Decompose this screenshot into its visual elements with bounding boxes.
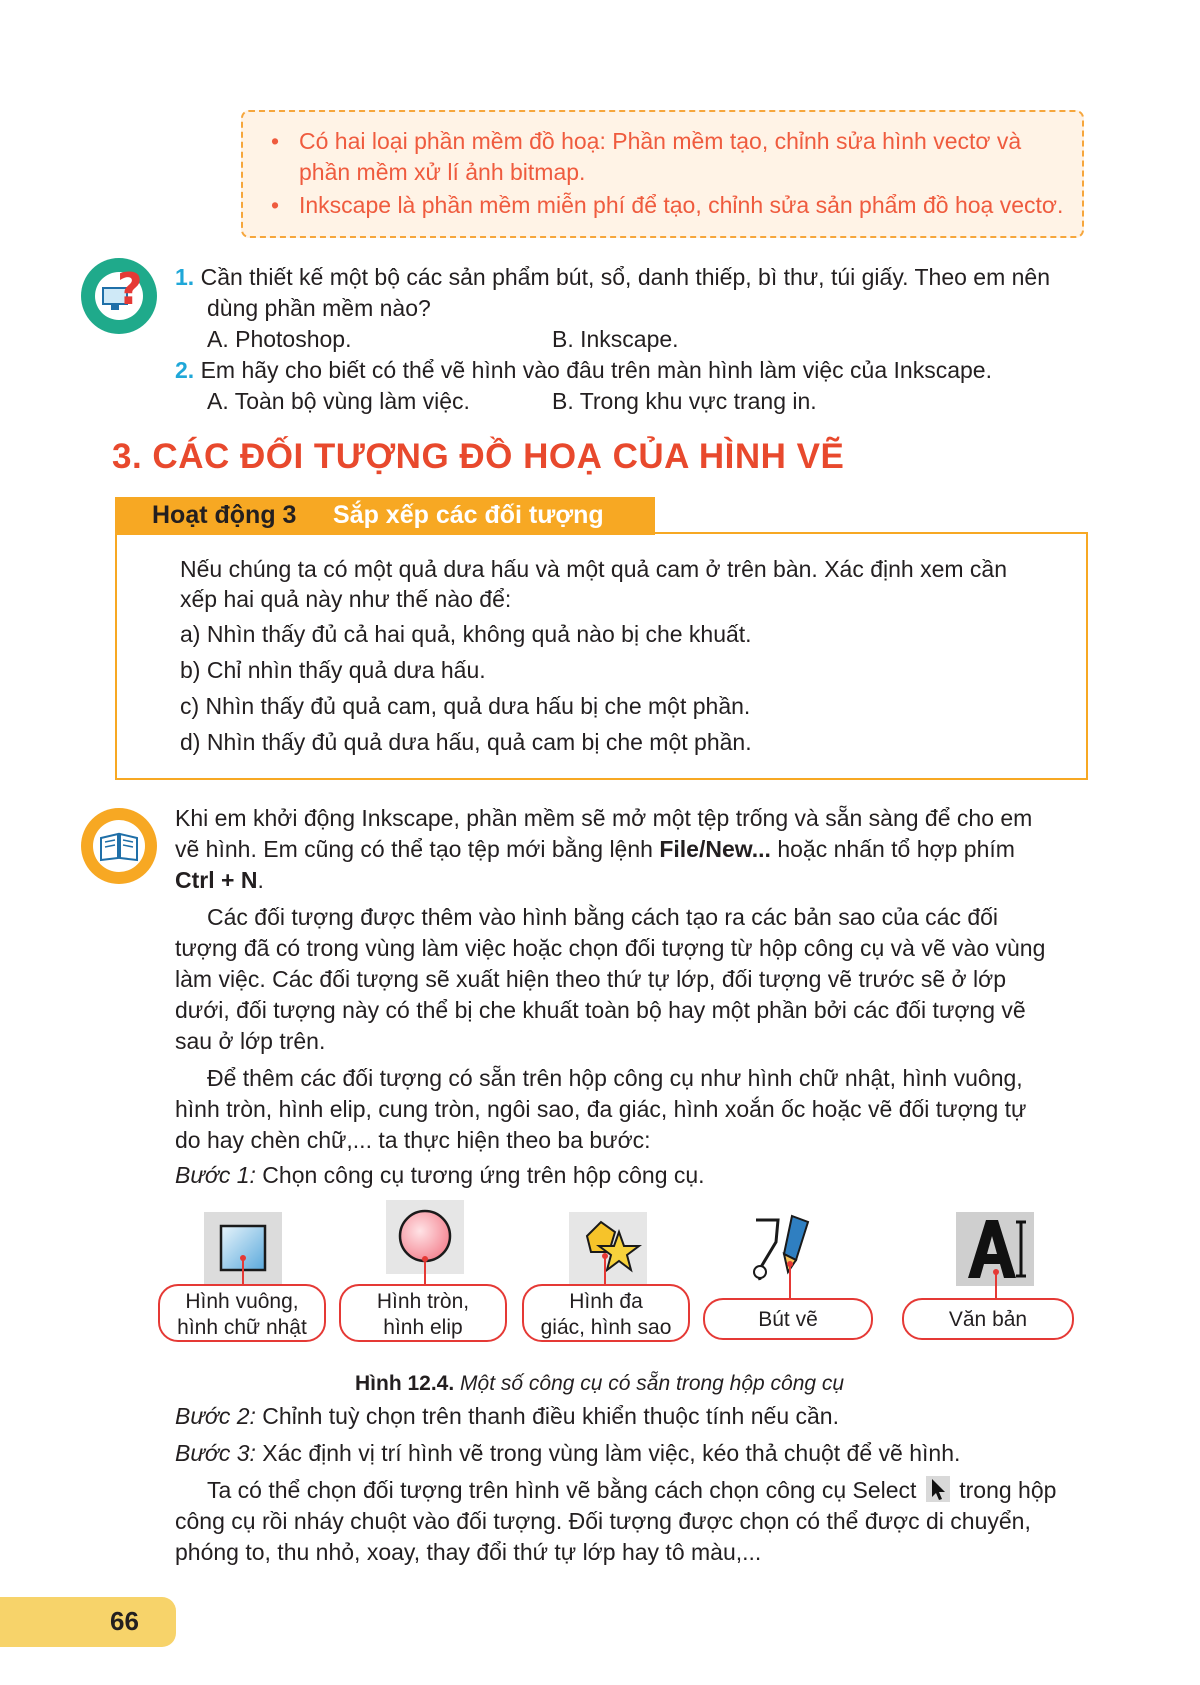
activity-label: Hoạt động 3 — [152, 501, 297, 529]
tool-label: Hình đa giác, hình sao — [522, 1284, 690, 1342]
paragraph-line: Ta có thể chọn đối tượng trên hình vẽ bằng cách chọn công cụ Select trong hộp — [207, 1477, 1057, 1503]
tool-label: Văn bản — [902, 1298, 1074, 1340]
question-1-line2: dùng phần mềm nào? — [207, 295, 431, 321]
select-cursor-icon — [926, 1476, 950, 1502]
paragraph-line: Để thêm các đối tượng có sẵn trên hộp công cụ như hình chữ nhật, hình vuông, — [207, 1065, 1023, 1091]
paragraph-line: hình tròn, hình elip, cung tròn, ngôi sao, đa giác, hình xoắn ốc hoặc vẽ đối tượng tự — [175, 1096, 1027, 1122]
paragraph-line: tượng đã có trong vùng làm việc hoặc chọn đối tượng từ hộp công cụ và vẽ vào vùng — [175, 935, 1046, 961]
shortcut-text: Ctrl + N — [175, 867, 258, 893]
question-icon: ? — [81, 258, 157, 334]
figure-caption: Hình 12.4. Một số công cụ có sẵn trong hộp công cụ — [355, 1372, 845, 1395]
tool-label: Bút vẽ — [703, 1298, 873, 1340]
option-b: B. Trong khu vực trang in. — [552, 388, 817, 414]
paragraph-line: làm việc. Các đối tượng sẽ xuất hiện theo thứ tự lớp, đối tượng vẽ trước sẽ ở lớp — [175, 966, 1006, 992]
connector-line — [604, 1258, 606, 1286]
activity-item: c) Nhìn thấy đủ quả cam, quả dưa hấu bị che một phần. — [180, 693, 751, 719]
paragraph-line: dưới, đối tượng này có thể bị che khuất toàn bộ hay một phần bởi các đối tượng vẽ — [175, 997, 1026, 1023]
connector-line — [789, 1266, 791, 1300]
paragraph-line: Khi em khởi động Inkscape, phần mềm sẽ mở một tệp trống và sẵn sàng để cho em — [175, 805, 1033, 831]
paragraph-line: phóng to, thu nhỏ, xoay, thay đổi thứ tự lớp hay tô màu,... — [175, 1539, 762, 1565]
page-number-tab — [0, 1597, 176, 1647]
step-3: Bước 3: Xác định vị trí hình vẽ trong vùng làm việc, kéo thả chuột để vẽ hình. — [175, 1440, 961, 1466]
option-a: A. Toàn bộ vùng làm việc. — [207, 388, 470, 414]
connector-line — [242, 1258, 244, 1286]
option-b: B. Inkscape. — [552, 326, 679, 352]
paragraph-line: Ctrl + N. — [175, 867, 264, 893]
section-title: 3. CÁC ĐỐI TƯỢNG ĐỒ HOẠ CỦA HÌNH VẼ — [112, 437, 845, 476]
activity-item: b) Chỉ nhìn thấy quả dưa hấu. — [180, 657, 486, 683]
question-2: 2. Em hãy cho biết có thể vẽ hình vào đâu trên màn hình làm việc của Inkscape. — [175, 357, 992, 383]
page-number: 66 — [110, 1606, 139, 1636]
connector-line — [995, 1274, 997, 1300]
tool-label: Hình vuông, hình chữ nhật — [158, 1284, 326, 1342]
paragraph-line: Các đối tượng được thêm vào hình bằng cách tạo ra các bản sao của các đối — [207, 904, 999, 930]
step-2: Bước 2: Chỉnh tuỳ chọn trên thanh điều khiển thuộc tính nếu cần. — [175, 1403, 839, 1429]
paragraph-line: vẽ hình. Em cũng có thể tạo tệp mới bằng lệnh File/New... hoặc nhấn tổ hợp phím — [175, 836, 1015, 862]
paragraph-line: do hay chèn chữ,... ta thực hiện theo ba bước: — [175, 1127, 651, 1153]
command-text: File/New... — [659, 836, 771, 862]
activity-item: d) Nhìn thấy đủ quả dưa hấu, quả cam bị che một phần. — [180, 729, 752, 755]
paragraph-line: sau ở lớp trên. — [175, 1028, 326, 1054]
activity-subtitle: Sắp xếp các đối tượng — [333, 501, 604, 529]
tool-label: Hình tròn, hình elip — [339, 1284, 507, 1342]
option-a: A. Photoshop. — [207, 326, 352, 352]
activity-intro: Nếu chúng ta có một quả dưa hấu và một quả cam ở trên bàn. Xác định xem cần — [180, 556, 1008, 582]
question-1: 1. Cần thiết kế một bộ các sản phẩm bút, sổ, danh thiếp, bì thư, túi giấy. Theo em nên — [175, 264, 1051, 290]
step-1: Bước 1: Chọn công cụ tương ứng trên hộp công cụ. — [175, 1162, 705, 1188]
summary-item: • Có hai loại phần mềm đồ hoạ: Phần mềm tạo, chỉnh sửa hình vectơ và phần mềm xử lí ảnh bitmap. — [271, 128, 1022, 185]
summary-box — [241, 110, 1084, 238]
activity-item: a) Nhìn thấy đủ cả hai quả, không quả nào bị che khuất. — [180, 621, 752, 647]
star-tool-icon — [569, 1212, 647, 1286]
question-number: 1. — [175, 264, 195, 290]
paragraph-line: công cụ rồi nháy chuột vào đối tượng. Đối tượng được chọn có thể được di chuyển, — [175, 1508, 1031, 1534]
connector-line — [424, 1262, 426, 1286]
question-number: 2. — [175, 357, 195, 383]
summary-item: • Inkscape là phần mềm miễn phí để tạo, chỉnh sửa sản phẩm đồ hoạ vectơ. — [271, 192, 1064, 218]
book-icon — [81, 808, 157, 884]
activity-intro: xếp hai quả này như thế nào để: — [180, 586, 512, 612]
